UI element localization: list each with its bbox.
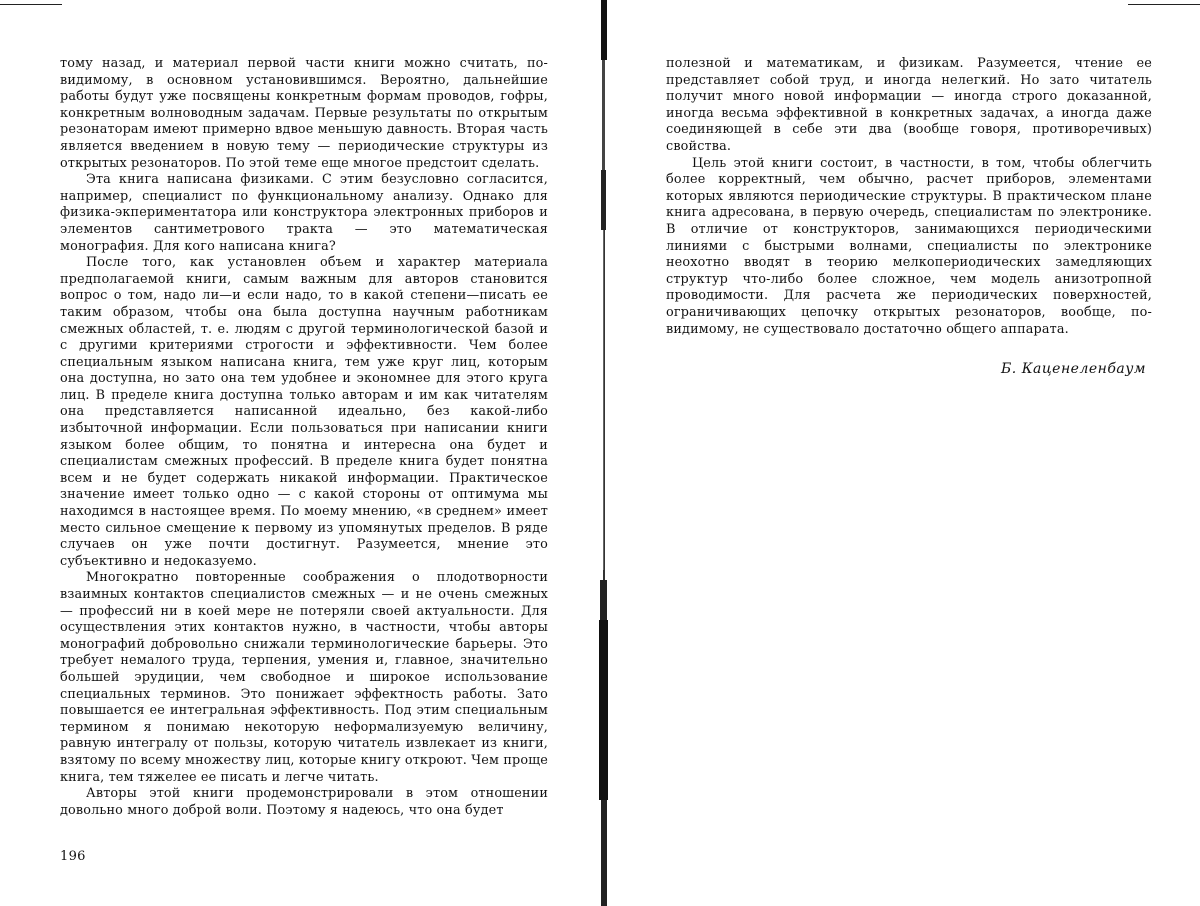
book-gutter xyxy=(596,0,612,906)
right-paragraph-1: полезной и математикам, и физикам. Разумеется, чтение ее представляет собой труд, и иногда нелегкий. Но зато читатель получит много новой информации — иногда строго доказанной, иногда весьма эффективной в конкретных задачах, а иногда даже соединяющей в себе эти два (вообще говоря, противоречивых) свойства. xyxy=(666,56,1152,154)
left-paragraph-5: Авторы этой книги продемонстрировали в этом отношении довольно много доброй воли. Поэтому я надеюсь, что она будет xyxy=(60,786,548,818)
left-page xyxy=(60,56,548,819)
right-page xyxy=(666,56,1152,338)
left-paragraph-4: Многократно повторенные соображения о плодотворности взаимных контактов специалистов смежных — и не очень смежных — профессий ни в коей мере не потеряли своей актуальности. Для осуществления этих контактов нужно, в частности, чтобы авторы монографий добровольно снижали терминологические барьеры. Это требует немалого труда, терпения, умения и, главное, значительно большей эрудиции, чем свободное и широкое использование специальных терминов. Это понижает эффектность работы. Зато повышается ее интегральная эффективность. Под этим специальным термином я понимаю некоторую неформализуемую величину, равную интегралу от пользы, которую читатель извлекает из книги, взятому по всему множеству лиц, которые книгу откроют. Чем проще книга, тем тяжелее ее писать и легче читать. xyxy=(60,570,548,785)
left-page-top-edge xyxy=(0,4,62,5)
left-paragraph-1: тому назад, и материал первой части книги можно считать, по-видимому, в основном установившимся. Вероятно, дальнейшие работы будут уже посвящены конкретным формам проводов, гофры, конкретным волноводным задачам. Первые результаты по открытым резонаторам имеют примерно вдвое меньшую давность. Вторая часть является введением в новую тему — периодические структуры из открытых резонаторов. По этой теме еще многое предстоит сделать. xyxy=(60,56,548,171)
right-page-top-edge xyxy=(1128,4,1200,5)
page-number: 196 xyxy=(60,849,86,864)
author-signature: Б. Каценеленбаум xyxy=(1001,361,1146,377)
left-paragraph-3: После того, как установлен объем и характер материала предполагаемой книги, самым важным для авторов становится вопрос о том, надо ли—и если надо, то в какой степени—писать ее таким образом, чтобы она была доступна научным работникам смежных областей, т. е. людям с другой терминологической базой и с другими критериями строгости и эффективности. Чем более специальным языком написана книга, тем уже круг лиц, которым она доступна, но зато она тем удобнее и экономнее для этого круга лиц. В пределе книга доступна только авторам и им как читателям она представляется написанной идеально, без какой-либо избыточной информации. Если пользоваться при написании книги языком более общим, то понятна и интересна она будет и специалистам смежных профессий. В пределе книга будет понятна всем и не будет содержать никакой информации. Практическое значение имеет только одно — с какой стороны от оптимума мы находимся в настоящее время. По моему мнению, «в среднем» имеет место сильное смещение к первому из упомянутых пределов. В ряде случаев он уже почти достигнут. Разумеется, мнение это субъективно и недоказуемо. xyxy=(60,255,548,569)
right-paragraph-2: Цель этой книги состоит, в частности, в том, чтобы облегчить более корректный, чем обычно, расчет приборов, элементами которых являются периодические структуры. В практическом плане книга адресована, в первую очередь, специалистам по электронике. В отличие от конструкторов, занимающихся периодическими линиями с быстрыми волнами, специалисты по электронике неохотно вводят в теорию мелкопериодических замедляющих структур что-либо более сложное, чем модель анизотропной проводимости. Для расчета же периодических поверхностей, ограничивающих цепочку открытых резонаторов, вообще, по-видимому, не существовало достаточно общего аппарата. xyxy=(666,155,1152,337)
left-paragraph-2: Эта книга написана физиками. С этим безусловно согласится, например, специалист по функциональному анализу. Однако для физика-экпериментатора или конструктора электронных приборов и элементов сантиметрового тракта — это математическая монография. Для кого написана книга? xyxy=(60,172,548,254)
